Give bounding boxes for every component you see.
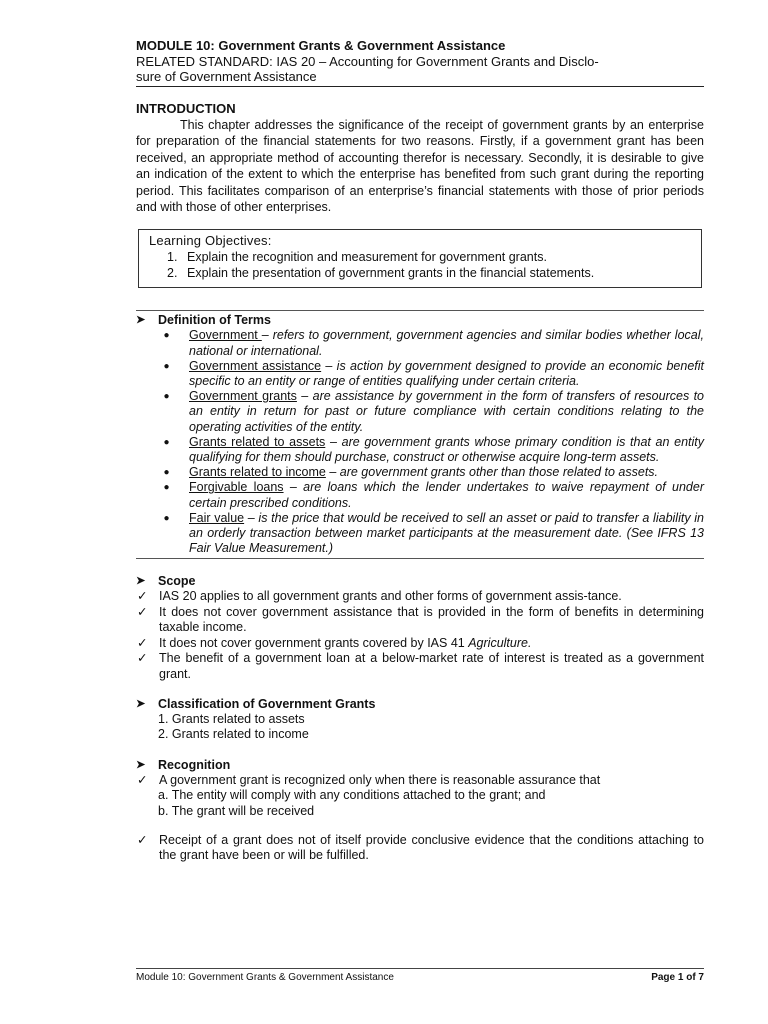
header-rule bbox=[136, 86, 704, 87]
classification-heading bbox=[136, 696, 704, 712]
definition-term: Grants related to assets bbox=[189, 434, 326, 449]
recognition-item bbox=[136, 773, 704, 788]
objective-number: 1. bbox=[167, 250, 178, 265]
definition-text: – are assistance by government in the form of transfers of resources to an entity in return for past or future compliance with certain conditions relating to the operating activities of the entity. bbox=[189, 389, 704, 434]
classification-number: 2. bbox=[158, 727, 169, 742]
arrow-bullet-icon: ➤ bbox=[136, 314, 146, 327]
classification-text: Grants related to income bbox=[171, 727, 309, 742]
definition-text: – refers to government, government agencies and similar bodies whether local, national or international. bbox=[189, 328, 704, 358]
related-standard-line1: RELATED STANDARD: IAS 20 – Accounting for Government Grants and Disclo- bbox=[136, 54, 599, 69]
classification-heading-text: Classification of Government Grants bbox=[158, 696, 376, 711]
recognition-sub-item bbox=[136, 804, 704, 819]
bullet-icon: ● bbox=[163, 330, 170, 342]
recognition-heading bbox=[136, 757, 704, 773]
scope-item bbox=[136, 589, 704, 604]
module-title: MODULE 10: Government Grants & Government Assistance bbox=[136, 38, 506, 53]
bullet-icon: ● bbox=[163, 482, 170, 494]
definition-item bbox=[136, 359, 704, 389]
definition-text: – are government grants other than those related to assets. bbox=[325, 465, 659, 480]
definitions-bottom-rule bbox=[136, 558, 704, 559]
scope-item-italic: Agriculture. bbox=[468, 635, 532, 650]
objective-text: Explain the presentation of government grants in the financial statements. bbox=[187, 266, 595, 281]
arrow-bullet-icon: ➤ bbox=[136, 575, 146, 588]
sub-item-text: The entity will comply with any conditions attached to the grant; and bbox=[171, 788, 546, 803]
scope-item bbox=[136, 636, 704, 651]
definitions-top-rule bbox=[136, 310, 704, 311]
objective-text: Explain the recognition and measurement for government grants. bbox=[187, 250, 547, 265]
sub-item-letter: a. bbox=[158, 788, 169, 803]
scope-heading-text: Scope bbox=[158, 574, 196, 589]
checkmark-icon: ✓ bbox=[137, 604, 148, 619]
objective-number: 2. bbox=[167, 266, 178, 281]
classification-number: 1. bbox=[158, 711, 169, 726]
classification-item bbox=[158, 712, 704, 727]
page-footer bbox=[136, 968, 704, 983]
footer-title: Module 10: Government Grants & Government Assistance bbox=[136, 972, 394, 983]
sub-item-letter: b. bbox=[158, 803, 169, 818]
checkmark-icon: ✓ bbox=[137, 772, 148, 787]
checkmark-icon: ✓ bbox=[137, 651, 148, 666]
bullet-icon: ● bbox=[163, 467, 170, 479]
related-standard-line2: sure of Government Assistance bbox=[136, 69, 317, 84]
definition-item bbox=[136, 389, 704, 435]
scope-heading bbox=[136, 573, 704, 589]
document-page bbox=[136, 38, 704, 864]
definition-term: Government grants bbox=[189, 389, 297, 404]
recognition-sub-item bbox=[136, 788, 704, 803]
definition-item bbox=[136, 511, 704, 557]
definition-term: Government bbox=[189, 328, 262, 343]
classification-item bbox=[158, 727, 704, 742]
bullet-icon: ● bbox=[163, 512, 170, 524]
checkmark-icon: ✓ bbox=[137, 832, 148, 847]
scope-item bbox=[136, 651, 704, 682]
definition-term: Forgivable loans bbox=[189, 480, 284, 495]
scope-item-text: It does not cover government grants covered by IAS 41 bbox=[159, 635, 465, 650]
definitions-list bbox=[136, 328, 704, 556]
definition-item bbox=[136, 465, 704, 480]
definitions-heading bbox=[136, 312, 704, 328]
definition-text: – are government grants whose primary condition is that an entity qualifying for them should purchase, construct or otherwise acquire long-term assets. bbox=[189, 434, 705, 465]
introduction-paragraph: This chapter addresses the significance of the receipt of government grants by an enterprise for preparation of the financial statements for two reasons. Firstly, if a government grant has been received, an appropriate method of accounting therefor is necessary. Secondly, it is desirable to give an indication of the extent to which the enterprise has benefited from such grant during the reporting period. This facilitates comparison of an enterprise’s financial statements with those of prior periods and with those of other enterprises. bbox=[136, 118, 704, 215]
objective-item bbox=[167, 249, 691, 265]
bullet-icon: ● bbox=[163, 436, 170, 448]
recognition-heading-text: Recognition bbox=[158, 757, 231, 772]
bullet-icon: ● bbox=[163, 360, 170, 372]
classification-text: Grants related to assets bbox=[171, 711, 305, 726]
recognition-item-text: A government grant is recognized only when there is reasonable assurance that bbox=[159, 772, 601, 787]
scope-item-text: The benefit of a government loan at a below-market rate of interest is treated as a government grant. bbox=[159, 651, 704, 681]
learning-objectives-box bbox=[138, 229, 702, 288]
page-number: Page 1 of 7 bbox=[651, 972, 704, 983]
definitions-heading-text: Definition of Terms bbox=[158, 313, 271, 328]
checkmark-icon: ✓ bbox=[137, 635, 148, 650]
scope-item bbox=[136, 605, 704, 636]
definition-term: Government assistance bbox=[189, 358, 322, 373]
definition-item bbox=[136, 480, 704, 510]
checkmark-icon: ✓ bbox=[137, 589, 148, 604]
arrow-bullet-icon: ➤ bbox=[136, 758, 146, 771]
introduction-heading: INTRODUCTION bbox=[136, 101, 236, 116]
recognition-item bbox=[136, 833, 704, 864]
definition-term: Grants related to income bbox=[189, 465, 326, 480]
recognition-list bbox=[136, 773, 704, 788]
definition-text: – is the price that would be received to sell an asset or paid to transfer a liability in an orderly transaction between market participants at the measurement date. (See IFRS 13 Fair Value Measurement.) bbox=[189, 510, 704, 556]
objective-item bbox=[167, 265, 691, 281]
classification-list bbox=[136, 712, 704, 743]
sub-item-text: The grant will be received bbox=[171, 803, 315, 818]
definition-text: – is action by government designed to provide an economic benefit specific to an entity or range of entities qualifying under certain criteria. bbox=[189, 358, 705, 389]
learning-objectives-list bbox=[149, 249, 691, 281]
definition-text: – are loans which the lender undertakes to waive repayment of under certain prescribed conditions. bbox=[189, 480, 704, 510]
learning-objectives-title: Learning Objectives: bbox=[149, 233, 272, 249]
definition-item bbox=[136, 328, 704, 358]
definition-item bbox=[136, 435, 704, 465]
scope-item-text: It does not cover government assistance that is provided in the form of benefits in determining taxable income. bbox=[159, 604, 704, 635]
recognition-item-text: Receipt of a grant does not of itself provide conclusive evidence that the conditions attaching to the grant have been or will be fulfilled. bbox=[159, 832, 704, 863]
bullet-icon: ● bbox=[163, 391, 170, 403]
recognition-list-2 bbox=[136, 833, 704, 864]
arrow-bullet-icon: ➤ bbox=[136, 697, 146, 710]
scope-list bbox=[136, 589, 704, 681]
scope-item-text: IAS 20 applies to all government grants and other forms of government assis-tance. bbox=[159, 589, 622, 604]
definition-term: Fair value bbox=[189, 510, 245, 525]
